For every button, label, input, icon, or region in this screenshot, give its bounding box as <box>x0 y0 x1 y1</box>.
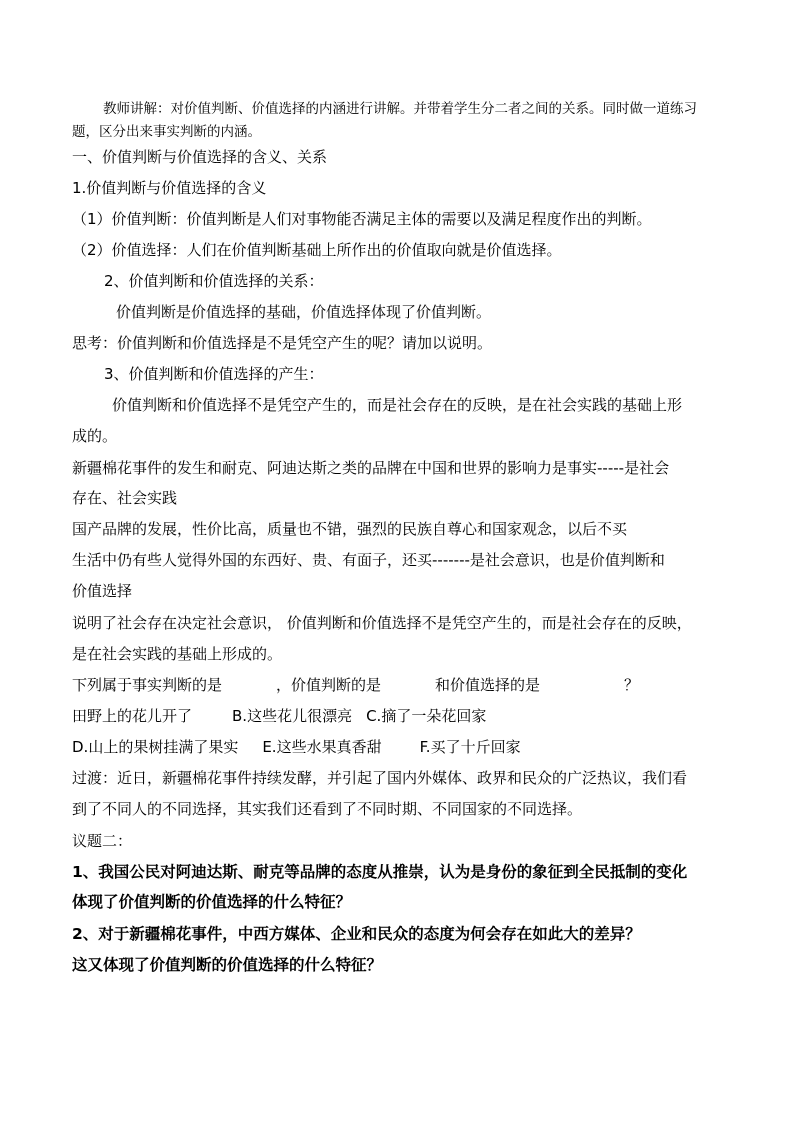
option-e: E.这些水果真香甜 <box>262 738 382 756</box>
option-b: B.这些花儿很漂亮 <box>232 707 353 725</box>
foreign-preference-line2: 价值选择 <box>72 582 133 600</box>
definition-choice: （2）价值选择：人们在价值判断基础上所作出的价值取向就是价值选择。 <box>72 241 562 259</box>
option-f: F.买了十斤回家 <box>419 738 521 756</box>
explanation-line2: 是在社会实践的基础上形成的。 <box>72 645 283 663</box>
option-c: C.摘了一朵花回家 <box>366 707 487 725</box>
think-question: 思考：价值判断和价值选择是不是凭空产生的呢？请加以说明。 <box>72 334 493 352</box>
question2-line1: 2、对于新疆棉花事件，中西方媒体、企业和民众的态度为何会存在如此大的差异？ <box>72 925 641 943</box>
option-a: 田野上的花儿开了 <box>72 707 193 725</box>
question1-line1: 1、我国公民对阿迪达斯、耐克等品牌的态度从推崇，认为是身份的象征到全民抵制的变化 <box>72 863 688 881</box>
exercise-question <box>72 675 732 695</box>
xinjiang-example-line1: 新疆棉花事件的发生和耐克、阿迪达斯之类的品牌在中国和世界的影响力是事实-----是社会 <box>72 459 670 477</box>
transition-line1: 过渡：近日，新疆棉花事件持续发酵，并引起了国内外媒体、政界和民众的广泛热议，我们看 <box>72 769 688 787</box>
definition-judgment: （1）价值判断：价值判断是人们对事物能否满足主体的需要以及满足程度作出的判断。 <box>72 210 652 228</box>
foreign-preference-line1: 生活中仍有些人觉得外国的东西好、贵、有面子，还买-------是社会意识，也是价值判断和 <box>72 551 665 569</box>
origin-text-line2: 成的。 <box>72 427 118 445</box>
relation-text: 价值判断是价值选择的基础，价值选择体现了价值判断。 <box>116 303 492 321</box>
question2-line2: 这又体现了价值判断的价值选择的什么特征？ <box>72 956 383 974</box>
section-one-heading: 一、价值判断与价值选择的含义、关系 <box>72 148 328 166</box>
xinjiang-example-line2: 存在、社会实践 <box>72 489 178 507</box>
exercise-q-part4: ？ <box>624 676 640 694</box>
exercise-options-row2 <box>72 737 732 757</box>
exercise-options-row1 <box>72 706 732 726</box>
transition-line2: 到了不同人的不同选择，其实我们还看到了不同时期、不同国家的不同选择。 <box>72 800 583 818</box>
explanation-line1: 说明了社会存在决定社会意识， 价值判断和价值选择不是凭空产生的，而是社会存在的反映， <box>72 614 692 632</box>
sub3-heading: 3、价值判断和价值选择的产生： <box>104 365 324 383</box>
exercise-q-part3: 和价值选择的是 <box>435 676 541 694</box>
topic-two-heading: 议题二： <box>72 832 133 850</box>
domestic-brand-text: 国产品牌的发展，性价比高，质量也不错，强烈的民族自尊心和国家观念，以后不买 <box>72 520 628 538</box>
sub1-heading: 1.价值判断与价值选择的含义 <box>72 179 267 197</box>
exercise-q-part1: 下列属于事实判断的是 <box>72 676 223 694</box>
origin-text-line1: 价值判断和价值选择不是凭空产生的，而是社会存在的反映，是在社会实践的基础上形 <box>112 396 683 414</box>
teacher-lecture-line2: 题，区分出来事实判断的内涵。 <box>72 124 261 140</box>
exercise-q-part2: ，价值判断的是 <box>276 676 382 694</box>
option-d: D.山上的果树挂满了果实 <box>72 738 239 756</box>
sub2-heading: 2、价值判断和价值选择的关系： <box>104 272 324 290</box>
teacher-lecture-line1: 教师讲解：对价值判断、价值选择的内涵进行讲解。并带着学生分二者之间的关系。同时做一道练习 <box>103 101 697 117</box>
question1-line2: 体现了价值判断的价值选择的什么特征？ <box>72 893 352 911</box>
